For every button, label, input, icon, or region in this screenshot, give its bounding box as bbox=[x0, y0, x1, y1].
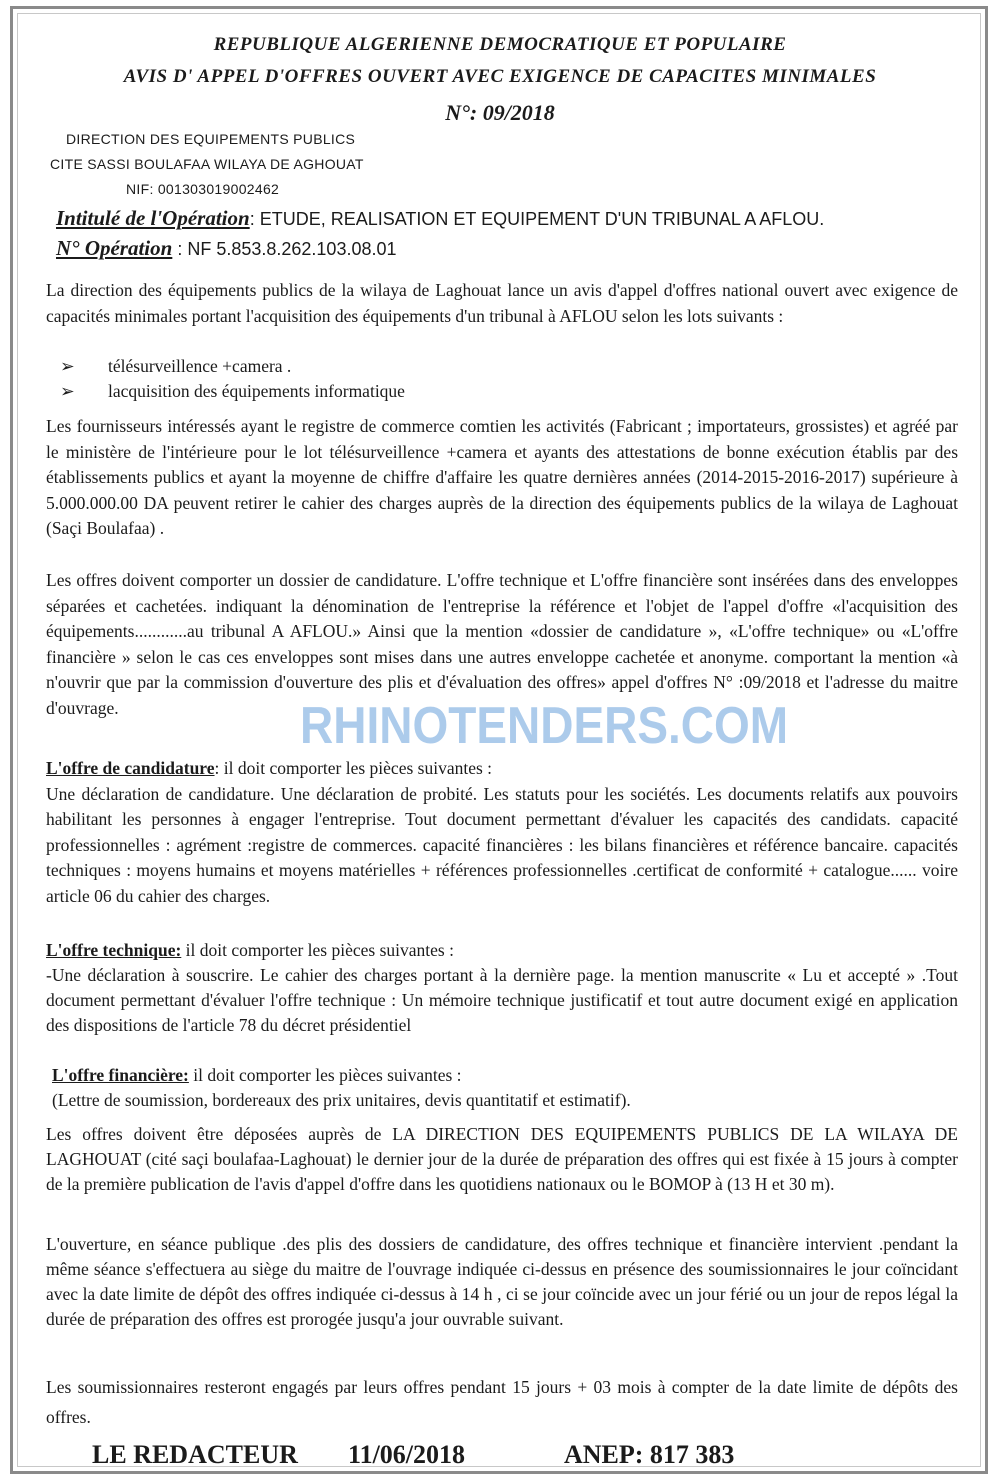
notice-number: N°: 09/2018 bbox=[445, 100, 555, 125]
technique-heading: L'offre technique: bbox=[46, 940, 182, 960]
suppliers-paragraph: Les fournisseurs intéressés ayant le registre de commerce comtien les activités (Fabricant ; importateurs, grossistes) et agréé par le ministère de l'intérieure pour le lot télésurveillence +camera et ayants des attestations de bonne exécution établis par des établissements publics et ayant la moyenne de chiffre d'affaire les quatre dernières années (2014-2015-2016-2017) supérieure à 5.000.000.00 DA peuvent retirer le cahier des charges auprès de la direction des équipements publics de la wilaya de Laghouat (Saçi Boulafaa) . bbox=[46, 416, 958, 538]
financiere-intro: il doit comporter les pièces suivantes : bbox=[188, 1065, 462, 1085]
technique-section bbox=[46, 938, 958, 1038]
watermark: RHINOTENDERS.COM bbox=[300, 695, 789, 755]
operation-title-label: Intitulé de l'Opération bbox=[56, 206, 250, 230]
financiere-section bbox=[52, 1063, 958, 1113]
arrow-icon: ➢ bbox=[60, 356, 75, 376]
publication-date: 11/06/2018 bbox=[348, 1440, 466, 1469]
financiere-body: (Lettre de soumission, bordereaux des prix unitaires, devis quantitatif et estimatif). bbox=[52, 1090, 631, 1110]
offers-paragraph: Les offres doivent comporter un dossier de candidature. L'offre technique et L'offre financière sont insérées dans des enveloppes séparées et cachetées. indiquant la dénomination de l'entreprise la référence et l'objet de l'appel d'offre «l'acquisition des équipements............au tribunal A AFLOU.» Ainsi que la mention «dossier de candidature », «L'offre technique» ou «L'offre financière » selon le cas ces enveloppes sont mises dans une autres enveloppe cachetée et anonyme. comportant la mention «à n'ouvrir que par la commission d'ouverture des plis et d'évaluation des offres» appel d'offres N° :09/2018 et l'adresse du maitre d'ouvrage. bbox=[46, 570, 958, 718]
notice-title: AVIS D' APPEL D'OFFRES OUVERT AVEC EXIGENCE DE CAPACITES MINIMALES bbox=[123, 66, 877, 87]
technique-intro: il doit comporter les pièces suivantes : bbox=[181, 940, 454, 960]
lot-list bbox=[60, 354, 940, 404]
financiere-heading: L'offre financière: bbox=[52, 1065, 189, 1085]
technique-body: -Une déclaration à souscrire. Le cahier des charges portant à la dernière page. la mention manuscrite « Lu et accepté » .Tout document permettant d'évaluer l'offre technique : Un mémoire technique justificatif et tout autre document exigé en application des dispositions de l'article 78 du décret présidentiel bbox=[46, 965, 958, 1035]
redacteur-label: LE REDACTEUR bbox=[92, 1440, 298, 1469]
intro-paragraph: La direction des équipements publics de la wilaya de Laghouat lance un avis d'appel d'offres national ouvert avec exigence de capacités minimales portant l'acquisition des équipements d'un tribunal à AFLOU selon les lots suivants : bbox=[46, 280, 958, 326]
candidature-intro: : il doit comporter les pièces suivantes : bbox=[214, 758, 493, 778]
republic-title: REPUBLIQUE ALGERIENNE DEMOCRATIQUE ET POPULAIRE bbox=[213, 34, 787, 55]
operation-title bbox=[56, 206, 824, 231]
candidature-body: Une déclaration de candidature. Une déclaration de probité. Les statuts pour les sociétés. Les documents relatifs aux pouvoirs habilitant les personnes à engager l'entreprise. Tout document permettant d'évaluer les capacités des candidats. capacité professionnelles : agrément :registre de commerces. capacité financières : les bilans financières et référence bancaire. capacités techniques : moyens humains et moyens matérielles + références professionnelles .certificat de conformité + catalogue...... voire article 06 du cahier des charges. bbox=[46, 783, 958, 906]
deposit-paragraph: Les offres doivent être déposées auprès de LA DIRECTION DES EQUIPEMENTS PUBLICS DE LA WILAYA DE LAGHOUAT (cité saçi boulafaa-Laghouat) le dernier jour de la durée de préparation des offres qui est fixée à 15 jours à compter de la première publication de l'avis d'appel d'offre dans les quotidiens nationaux ou le BOMOP à (13 H et 30 m). bbox=[46, 1124, 958, 1194]
engagement-paragraph: Les soumissionnaires resteront engagés par leurs offres pendant 15 jours + 03 mois à compter de la date limite de dépôts des offres. bbox=[46, 1377, 958, 1427]
footer bbox=[92, 1440, 792, 1470]
operation-title-value: : ETUDE, REALISATION ET EQUIPEMENT D'UN TRIBUNAL A AFLOU. bbox=[249, 209, 825, 229]
anep-reference: ANEP: 817 383 bbox=[564, 1440, 735, 1469]
address-line-1: DIRECTION DES EQUIPEMENTS PUBLICS bbox=[66, 131, 356, 147]
arrow-icon: ➢ bbox=[60, 381, 75, 401]
candidature-heading: L'offre de candidature bbox=[46, 758, 215, 778]
list-item bbox=[60, 379, 940, 404]
operation-number-value: : NF 5.853.8.262.103.08.01 bbox=[172, 239, 397, 259]
lot-label: lacquisition des équipements informatique bbox=[108, 381, 405, 401]
lot-label: télésurveillence +camera . bbox=[108, 356, 292, 376]
opening-paragraph: L'ouverture, en séance publique .des plis des dossiers de candidature, des offres technique et financière intervient .pendant la même séance s'effectuera au siège du maitre de l'ouvrage indiquée ci-dessus en présence des soumissionnaires le jour coïncidant avec la date limite de dépôt des offres indiquée ci-dessus à 14 h , ci se jour coïncide avec un jour férié ou un jour de repos légal la durée de préparation des offres est prorogée jusqu'a jour ouvrable suivant. bbox=[46, 1234, 958, 1329]
operation-number-label: N° Opération bbox=[56, 236, 173, 260]
list-item bbox=[60, 354, 940, 379]
address-line-2: CITE SASSI BOULAFAA WILAYA DE AGHOUAT bbox=[50, 156, 364, 172]
operation-number bbox=[56, 236, 397, 261]
tax-id: NIF: 001303019002462 bbox=[126, 181, 280, 197]
candidature-section bbox=[46, 756, 958, 909]
